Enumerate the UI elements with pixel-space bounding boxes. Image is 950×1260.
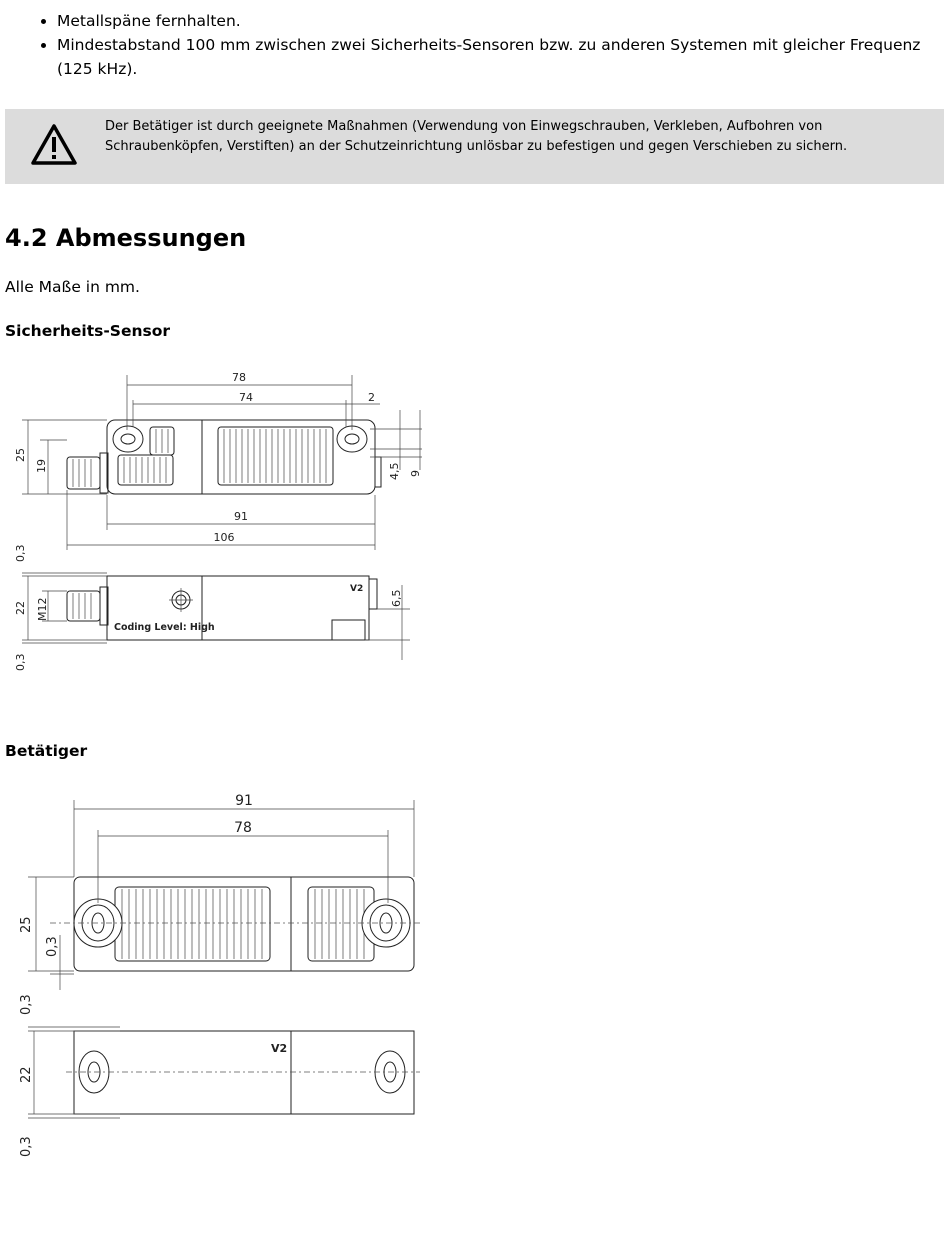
dim-6-5: 6,5 xyxy=(390,589,403,607)
units-note: Alle Maße in mm. xyxy=(5,278,140,296)
dim-19: 19 xyxy=(35,459,48,473)
dim-78: 78 xyxy=(232,371,246,384)
actuator-dim-25: 25 xyxy=(19,916,34,933)
marking-v2: V2 xyxy=(350,584,364,594)
dim-2: 2 xyxy=(368,391,375,404)
dim-25: 25 xyxy=(14,448,27,462)
dim-m12: M12 xyxy=(36,597,49,621)
list-item: • Mindestabstand 100 mm zwischen zwei Sicherheits-Sensoren bzw. zu anderen Systemen mit gleicher Frequenz (125 kHz). xyxy=(57,33,937,81)
dim-0-3-bottom: 0,3 xyxy=(14,653,27,671)
actuator-title: Betätiger xyxy=(5,742,88,760)
warning-box xyxy=(5,109,944,184)
actuator-dim-22: 22 xyxy=(19,1066,34,1083)
dim-9: 9 xyxy=(409,470,422,477)
actuator-dim-0-3-b: 0,3 xyxy=(19,994,34,1015)
bullet-list xyxy=(0,9,937,81)
actuator-dim-0-3-c: 0,3 xyxy=(19,1136,34,1157)
actuator-marking-v2: V2 xyxy=(271,1042,288,1055)
sensor-drawing xyxy=(10,365,430,675)
actuator-dim-0-3-a: 0,3 xyxy=(45,936,60,957)
dim-0-3-top: 0,3 xyxy=(14,544,27,562)
warning-triangle-icon xyxy=(29,122,79,168)
warning-text: Der Betätiger ist durch geeignete Maßnahmen (Verwendung von Einwegschrauben, Verkleben, Aufbohren von Schraubenköpfen, Verstiften) an der Schutzeinrichtung unlösbar zu befestigen und gegen Verschieben zu sichern. xyxy=(105,119,848,154)
dim-91: 91 xyxy=(234,510,248,523)
actuator-drawing xyxy=(10,785,430,1165)
dim-22: 22 xyxy=(14,601,27,615)
section-title: 4.2 Abmessungen xyxy=(5,224,247,252)
dim-106: 106 xyxy=(213,531,235,544)
list-item: • Metallspäne fernhalten. xyxy=(57,9,937,33)
dim-74: 74 xyxy=(239,391,253,404)
actuator-dim-91: 91 xyxy=(235,793,253,809)
dim-4-5: 4,5 xyxy=(388,462,401,480)
sensor-title: Sicherheits-Sensor xyxy=(5,322,171,340)
actuator-dim-78: 78 xyxy=(234,820,252,836)
coding-level-label: Coding Level: High xyxy=(114,622,215,633)
